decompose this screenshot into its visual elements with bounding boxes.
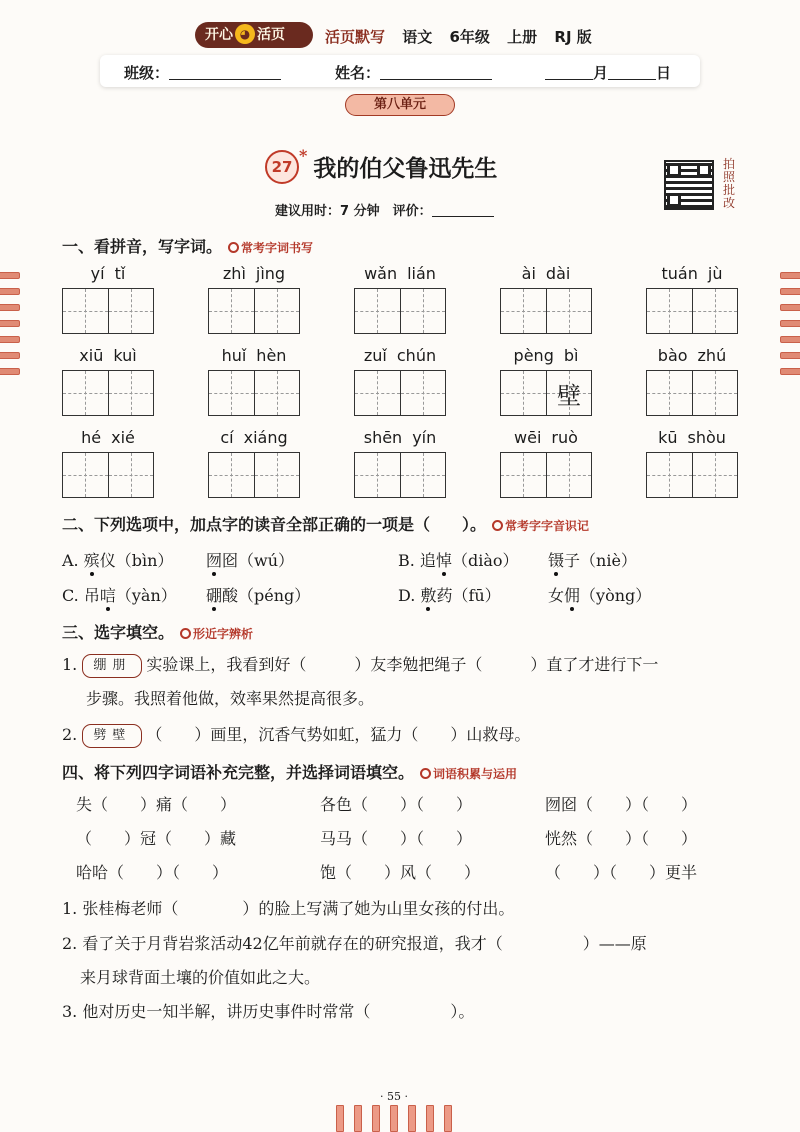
page-header [195,20,615,50]
pinyin-syllable: lián [407,264,436,283]
writing-box[interactable] [647,453,692,497]
pinyin-syllable: zuǐ [363,346,387,365]
option-b1[interactable]: B. 追悼（diào） [398,551,519,570]
idiom-blank[interactable]: 各色（ ）（ ） [320,795,473,814]
pinyin-syllable: xiáng [243,428,288,447]
pinyin-syllable: jìng [255,264,286,283]
sentence-3[interactable]: 3. 他对历史一知半解，讲历史事件时常常（ ）。 [62,1002,475,1021]
pinyin-word [646,264,738,334]
pinyin-label [354,428,446,452]
page-number: · 55 · [380,1090,408,1103]
dotted-char: 唁 [99,586,116,605]
writing-box[interactable] [355,371,400,415]
writing-box[interactable] [692,289,737,333]
class-blank[interactable] [169,65,281,80]
pinyin-word [354,346,446,416]
month-blank[interactable] [545,65,593,80]
writing-box[interactable] [546,289,591,333]
pinyin-syllable: jù [707,264,723,283]
writing-box[interactable] [108,371,153,415]
q1-char-choices: 绷朋 [82,654,142,678]
section2-heading [62,512,589,535]
date-field[interactable] [545,62,671,83]
pinyin-label [500,346,592,370]
section3-q1 [62,652,658,678]
option-b2: 镊子（niè） [548,551,637,570]
pinyin-syllable: kuì [113,346,137,365]
lesson-title-row [265,146,497,184]
option-a2: 囫囵（wú） [206,551,295,570]
writing-box[interactable] [108,453,153,497]
q2-text[interactable]: （ ）画里，沉香气势如虹，猛力（ ）山救母。 [146,725,531,744]
writing-box[interactable] [63,453,108,497]
pinyin-label [62,346,154,370]
writing-box[interactable] [400,289,445,333]
pinyin-syllable: cí [220,428,234,447]
writing-box[interactable] [63,371,108,415]
idiom-blank[interactable]: 哈哈（ ）（ ） [76,863,229,882]
section4-title: 四、将下列四字词语补充完整，并选择词语填空。 [62,763,415,782]
section1-tag [228,241,313,255]
section4-tag [420,767,517,781]
pinyin-syllable: ài [521,264,536,283]
dotted-char: 囫 [206,551,223,570]
pinyin-label [646,346,738,370]
writing-box[interactable] [692,371,737,415]
pinyin-syllable: bì [563,346,579,365]
target-icon [180,628,191,639]
section1-tag-text: 常考字词书写 [241,241,314,255]
option-d1[interactable]: D. 敷药（fū） [398,586,501,605]
pinyin-syllable: pèng [513,346,554,365]
dotted-char: 佣 [564,586,581,605]
lesson-title: 我的伯父鲁迅先生 [313,156,498,182]
q1-text[interactable]: 实验课上，我看到好（ ）友李勉把绳子（ ）直了才进行下一 [146,655,659,674]
pinyin-syllable: hèn [256,346,287,365]
edition: RJ 版 [554,28,592,46]
unit-badge: 第八单元 [345,94,455,116]
pinyin-syllable: wǎn [364,264,398,283]
section3-q1-cont: 步骤。我照着他做，效率果然提高很多。 [86,689,375,708]
pinyin-syllable: shēn [363,428,403,447]
dotted-char: 硼 [206,586,223,605]
pinyin-word [62,264,154,334]
idiom-blank[interactable]: （ ）冠（ ）藏 [76,829,237,848]
section4-heading [62,760,517,783]
writing-box[interactable] [647,371,692,415]
idiom-blank[interactable]: 囫囵（ ）（ ） [545,795,698,814]
section2-title: 二、下列选项中，加点字的读音全部正确的一项是（ ）。 [62,515,487,534]
pinyin-word [208,264,300,334]
class-field[interactable] [124,62,281,83]
logo-right-text: 活页 [257,27,285,43]
day-label: 日 [656,64,672,82]
pinyin-word [354,428,446,498]
pinyin-syllable: ruò [551,428,578,447]
pinyin-syllable: yí [90,264,105,283]
dotted-char: 镊 [548,551,565,570]
writing-box[interactable] [209,289,254,333]
pinyin-word [646,346,738,416]
q2-number: 2. [62,725,78,744]
pinyin-syllable: shòu [687,428,726,447]
writing-box[interactable] [501,289,546,333]
class-label: 班级： [124,64,170,82]
pinyin-label [62,264,154,288]
option-c2: 硼酸（péng） [206,586,311,605]
pinyin-word [62,346,154,416]
sentence-1[interactable]: 1. 张桂梅老师（ ）的脸上写满了她为山里女孩的付出。 [62,899,515,918]
writing-box[interactable] [254,371,299,415]
qr-caption: 拍照批改 [722,157,735,210]
book-info [325,26,604,47]
pinyin-word [500,264,592,334]
section3-tag-text: 形近字辨析 [193,627,254,641]
series-name: 活页默写 [325,28,386,46]
pinyin-syllable: tuán [661,264,698,283]
pinyin-word [500,428,592,498]
brand-logo [195,22,313,48]
logo-left-text: 开心 [205,27,233,43]
pinyin-label [354,346,446,370]
writing-box[interactable] [546,371,591,415]
section3-tag [180,627,253,641]
pinyin-word [208,346,300,416]
qr-code-icon[interactable] [664,160,714,210]
option-d2: 女佣（yòng） [548,586,652,605]
pinyin-syllable: tǐ [114,264,126,283]
idiom-blank[interactable]: 恍然（ ）（ ） [545,829,698,848]
option-a1[interactable]: A. 殡仪（bìn） [62,551,174,570]
logo-icon: ◕ [235,24,255,44]
pinyin-word [208,428,300,498]
writing-box[interactable] [209,371,254,415]
time-text: 建议用时：7 分钟 评价： [275,204,432,219]
section2-tag [492,519,589,533]
dotted-char: 悼 [435,551,452,570]
writing-box[interactable] [108,289,153,333]
pinyin-syllable: huǐ [221,346,247,365]
left-stripes [0,272,20,384]
pinyin-word [62,428,154,498]
pinyin-syllable: bào [657,346,688,365]
pinyin-syllable: xié [111,428,135,447]
writing-box[interactable] [400,453,445,497]
day-blank[interactable] [608,65,656,80]
lesson-star: * [299,146,308,165]
writing-box[interactable] [692,453,737,497]
section4-tag-text: 词语积累与运用 [433,767,518,781]
section3-q2 [62,722,530,748]
month-label: 月 [593,64,609,82]
sentence-2[interactable]: 2. 看了关于月背岩浆活动42亿年前就存在的研究报道，我才（ ）——原 [62,934,647,953]
writing-box[interactable] [501,371,546,415]
pinyin-label [62,428,154,452]
name-blank[interactable] [380,65,492,80]
section1-title: 一、看拼音，写字词。 [62,237,223,256]
target-icon [228,242,239,253]
pinyin-word [354,264,446,334]
pinyin-syllable: zhú [697,346,727,365]
writing-box[interactable] [209,453,254,497]
pinyin-label [500,428,592,452]
dotted-char: 敷 [420,586,437,605]
dotted-char: 殡 [83,551,100,570]
target-icon [420,768,431,779]
writing-box[interactable] [355,289,400,333]
suggested-time [275,200,494,219]
pinyin-label [646,428,738,452]
pinyin-syllable: wēi [514,428,542,447]
writing-box[interactable] [501,453,546,497]
pinyin-syllable: yín [412,428,437,447]
target-icon [492,520,503,531]
right-stripes [780,272,800,384]
grade: 6年级 [449,28,490,46]
pinyin-syllable: kū [658,428,678,447]
name-label: 姓名： [335,64,381,82]
writing-box[interactable] [254,289,299,333]
pinyin-syllable: dài [545,264,571,283]
student-info-bar [100,55,700,87]
pinyin-word [646,428,738,498]
pinyin-label [500,264,592,288]
q1-number: 1. [62,655,78,674]
pinyin-syllable: hé [81,428,102,447]
writing-box[interactable] [254,453,299,497]
sentence-2-cont: 来月球背面土壤的价值如此之大。 [80,968,321,987]
lesson-number-badge: 27 [265,150,299,184]
pinyin-syllable: xiū [79,346,104,365]
idiom-blank[interactable]: 失（ ）痛（ ） [76,795,237,814]
option-c1[interactable]: C. 吊唁（yàn） [62,586,177,605]
section1-heading [62,234,313,257]
pinyin-word [500,346,592,416]
name-field[interactable] [335,62,492,83]
idiom-blank[interactable]: （ ）（ ）更半 [545,863,698,882]
q2-char-choices: 劈壁 [82,724,142,748]
pinyin-label [354,264,446,288]
section3-title: 三、选字填空。 [62,623,175,642]
writing-box[interactable] [355,453,400,497]
bottom-stripes [336,1105,462,1132]
pinyin-label [208,264,300,288]
pinyin-syllable: zhì [222,264,246,283]
pinyin-label [208,346,300,370]
writing-box[interactable] [647,289,692,333]
writing-box[interactable] [63,289,108,333]
writing-box[interactable] [400,371,445,415]
pinyin-label [208,428,300,452]
section2-tag-text: 常考字字音识记 [505,519,590,533]
subject: 语文 [402,28,433,46]
pinyin-syllable: chún [396,346,437,365]
evaluation-blank[interactable] [432,202,494,217]
idiom-blank[interactable]: 马马（ ）（ ） [320,829,473,848]
pinyin-label [646,264,738,288]
writing-box[interactable] [546,453,591,497]
written-char: 壁 [556,382,581,410]
volume: 上册 [507,28,538,46]
section3-heading [62,620,253,643]
idiom-blank[interactable]: 饱（ ）风（ ） [320,863,481,882]
